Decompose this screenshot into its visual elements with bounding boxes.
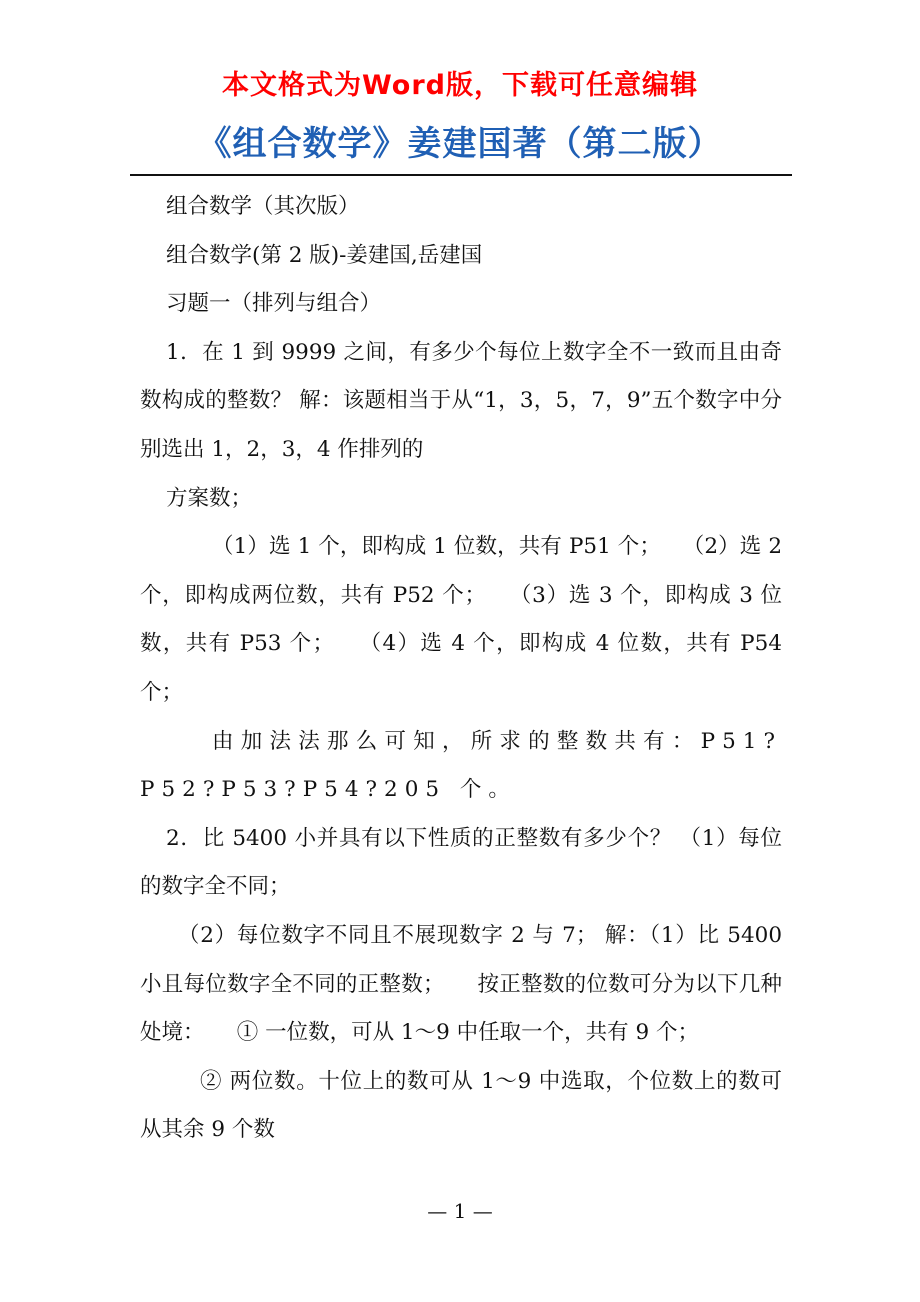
download-banner: 本文格式为Word版，下载可任意编辑 (221, 70, 698, 101)
paragraph-question-2-part-2: （2）每位数字不同且不展现数字 2 与 7； 解：（1）比 5400 小且每位数字全不同的正整数； 按正整数的位数可分为以下几种处境： ① 一位数，可从 1～9 中任取一个，共有 9 个； (140, 922, 782, 1046)
paragraph-book-reference: 组合数学(第 2 版)-姜建国,岳建国 (166, 242, 483, 268)
paragraph-exercise-heading: 习题一（排列与组合） (166, 291, 382, 317)
title-divider (130, 174, 792, 176)
paragraph-addition-rule: 由加法法那么可知，所求的整数共有：P51?P52?P53?P54?205 个。 (140, 728, 782, 803)
document-title: 《组合数学》姜建国著（第二版） (197, 124, 723, 164)
paragraph-subtitle: 组合数学（其次版） (166, 194, 360, 219)
paragraph-question-1-cont: 方案数； (166, 485, 253, 511)
paragraph-two-digit-case: ② 两位数。十位上的数可从 1～9 中选取，个位数上的数可从其余 9 个数 (140, 1068, 782, 1143)
paragraph-cases: （1）选 1 个，即构成 1 位数，共有 P51 个； （2）选 2 个，即构成两位数，共有 P52 个； （3）选 3 个，即构成 3 位数，共有 P53 个； （4）选 4 个，即构成 4 位数，共有 P54 个； (140, 534, 782, 705)
page-number: — 1 — (427, 1199, 493, 1223)
document-body (140, 183, 782, 1155)
paragraph-question-2: 2．比 5400 小并具有以下性质的正整数有多少个？ （1）每位的数字全不同； (140, 825, 782, 900)
paragraph-question-1: 1．在 1 到 9999 之间，有多少个每位上数字全不一致而且由奇数构成的整数？ 解：该题相当于从“1，3，5，7，9”五个数字中分别选出 1，2，3，4 作排列的 (140, 339, 782, 462)
